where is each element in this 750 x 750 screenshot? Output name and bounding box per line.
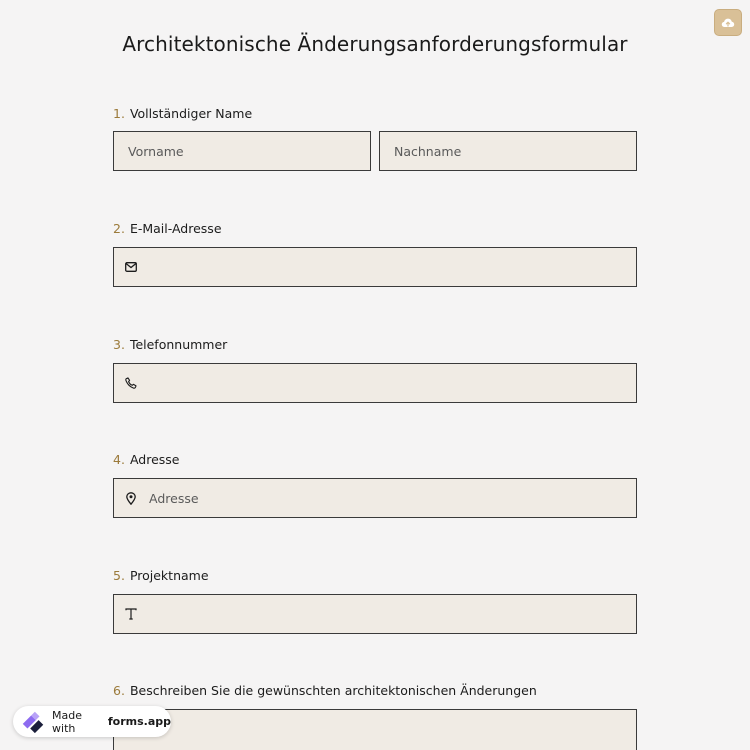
question-number: 5. [113,568,125,583]
last-name-field[interactable] [379,131,637,171]
phone-field[interactable] [113,363,637,403]
map-pin-icon [124,491,138,505]
question-label [113,683,637,699]
question-number: 1. [113,106,125,121]
first-name-field[interactable] [113,131,371,171]
text-t-icon [124,607,138,621]
address-placeholder: Adresse [149,490,199,506]
question-number: 2. [113,221,125,236]
question-full-name [113,106,637,171]
made-with-badge[interactable] [13,706,171,737]
question-label [113,221,637,237]
forms-app-logo-icon [20,710,46,734]
question-email [113,221,637,287]
project-name-field[interactable] [113,594,637,634]
last-name-placeholder: Nachname [394,143,462,159]
question-number: 6. [113,683,125,698]
name-fields-row [113,131,637,171]
phone-icon [124,376,138,390]
question-label [113,452,637,468]
badge-brand: forms.app [107,715,171,728]
question-text: Adresse [129,452,180,467]
question-label [113,568,637,584]
question-number: 4. [113,452,125,467]
question-project-name [113,568,637,634]
question-label [113,337,637,353]
cloud-upload-icon [721,17,735,29]
question-description [113,683,637,750]
question-phone [113,337,637,403]
description-textarea[interactable] [113,709,637,750]
envelope-icon [124,260,138,274]
question-number: 3. [113,337,125,352]
question-label [113,106,637,122]
question-text: Telefonnummer [129,337,228,352]
first-name-placeholder: Vorname [128,143,184,159]
email-field[interactable] [113,247,637,287]
badge-prefix: Made with [52,708,83,735]
form-title: Architektonische Änderungsanforderungsformular [122,32,628,56]
question-text: E-Mail-Adresse [129,221,222,236]
question-text: Vollständiger Name [129,106,253,121]
question-text: Projektname [129,568,209,583]
question-address [113,452,637,518]
question-text: Beschreiben Sie die gewünschten architektonischen Änderungen [129,683,537,698]
address-field[interactable] [113,478,637,518]
